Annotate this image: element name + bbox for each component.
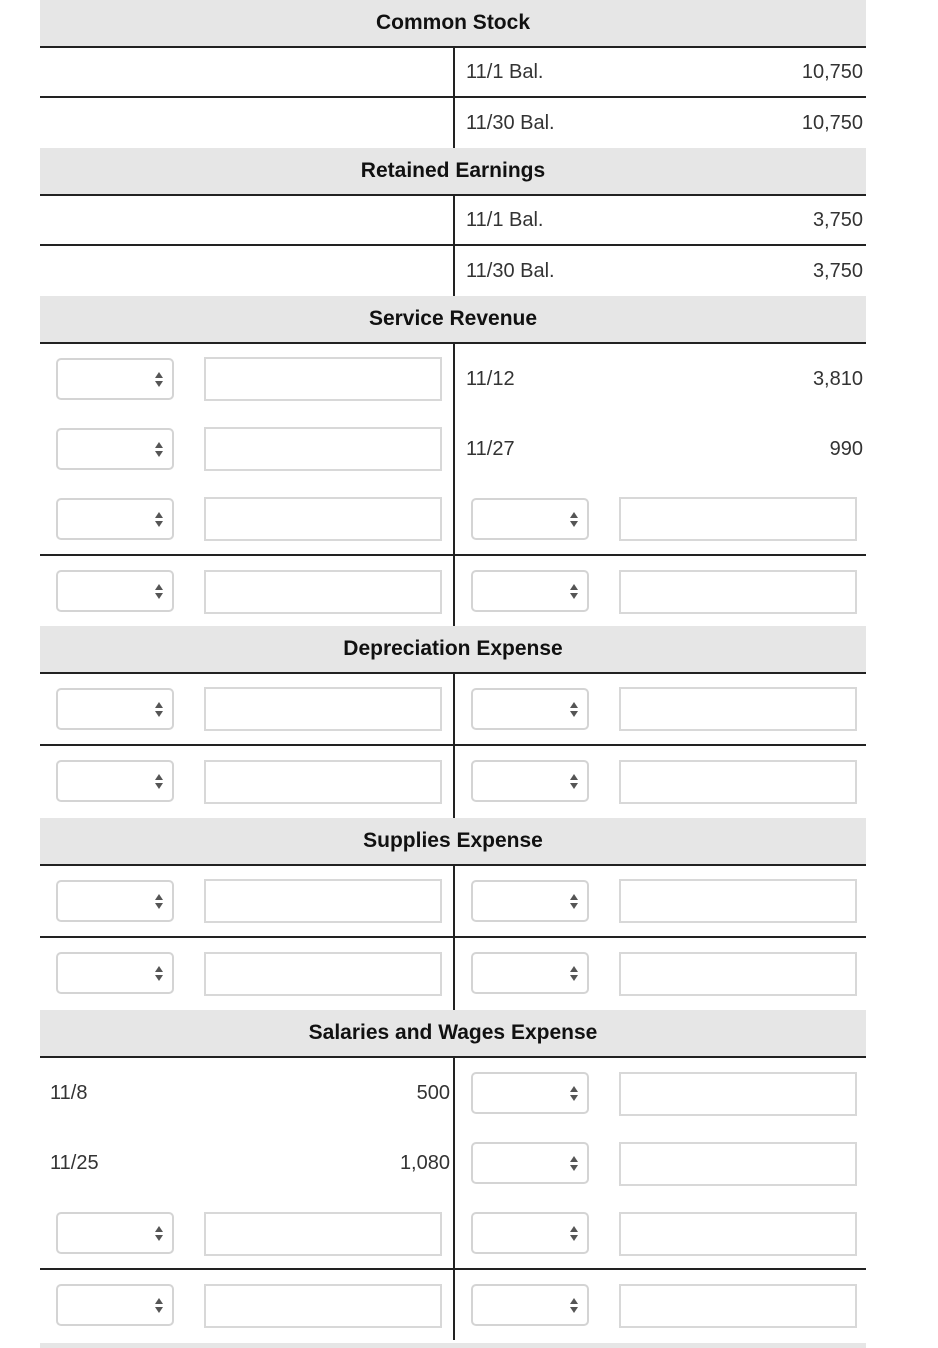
select-arrows-icon xyxy=(154,510,164,528)
debit-cell xyxy=(40,344,453,414)
common-stock-row-1 xyxy=(40,48,866,98)
debit-date-select[interactable] xyxy=(56,1212,174,1254)
credit-cell xyxy=(453,246,866,296)
debit-cell xyxy=(40,48,453,96)
credit-date-select[interactable] xyxy=(471,688,589,730)
debit-cell xyxy=(40,484,453,554)
credit-date-select[interactable] xyxy=(471,1142,589,1184)
debit-total-input[interactable] xyxy=(204,760,442,804)
debit-cell xyxy=(40,866,453,936)
debit-amount: 500 xyxy=(416,1081,450,1104)
credit-cell xyxy=(453,1270,866,1340)
credit-total-input[interactable] xyxy=(619,760,857,804)
select-arrows-icon xyxy=(154,892,164,910)
select-arrows-icon xyxy=(569,964,579,982)
credit-amount-input[interactable] xyxy=(619,879,857,923)
select-arrows-icon xyxy=(154,964,164,982)
credit-cell xyxy=(453,674,866,744)
debit-total-input[interactable] xyxy=(204,1284,442,1328)
select-arrows-icon xyxy=(569,700,579,718)
salaries-row-3 xyxy=(40,1198,866,1270)
account-header-retained-earnings: Retained Earnings xyxy=(40,148,866,196)
select-arrows-icon xyxy=(569,582,579,600)
credit-total-select[interactable] xyxy=(471,952,589,994)
credit-cell xyxy=(453,196,866,244)
debit-amount-input[interactable] xyxy=(204,879,442,923)
credit-total-input[interactable] xyxy=(619,570,857,614)
debit-cell xyxy=(40,414,453,484)
account-header-common-stock: Common Stock xyxy=(40,0,866,48)
credit-cell xyxy=(453,1058,866,1128)
debit-amount-input[interactable] xyxy=(204,427,442,471)
supplies-row-1 xyxy=(40,866,866,938)
credit-cell xyxy=(453,48,866,96)
supplies-total-row xyxy=(40,938,866,1010)
debit-cell xyxy=(40,246,453,296)
select-arrows-icon xyxy=(154,1224,164,1242)
debit-date-select[interactable] xyxy=(56,428,174,470)
depreciation-total-row xyxy=(40,746,866,818)
select-arrows-icon xyxy=(569,1154,579,1172)
debit-cell xyxy=(40,1198,453,1268)
account-header-supplies-expense: Supplies Expense xyxy=(40,818,866,866)
debit-amount: 1,080 xyxy=(399,1151,450,1174)
credit-amount-input[interactable] xyxy=(619,1212,857,1256)
credit-amount: 10,750 xyxy=(801,60,863,83)
debit-total-input[interactable] xyxy=(204,952,442,996)
credit-date-select[interactable] xyxy=(471,880,589,922)
debit-cell xyxy=(40,938,453,1010)
debit-cell xyxy=(40,1128,453,1198)
credit-date: 11/1 Bal. xyxy=(466,60,544,83)
debit-total-select[interactable] xyxy=(56,952,174,994)
debit-cell xyxy=(40,1058,453,1128)
credit-amount-input[interactable] xyxy=(619,687,857,731)
credit-date-select[interactable] xyxy=(471,498,589,540)
debit-total-input[interactable] xyxy=(204,570,442,614)
salaries-row-1 xyxy=(40,1058,866,1128)
credit-cell xyxy=(453,746,866,818)
debit-date: 11/8 xyxy=(50,1081,88,1104)
account-header-service-revenue: Service Revenue xyxy=(40,296,866,344)
debit-amount-input[interactable] xyxy=(204,497,442,541)
select-arrows-icon xyxy=(154,440,164,458)
credit-total-select[interactable] xyxy=(471,760,589,802)
select-arrows-icon xyxy=(154,700,164,718)
account-header-depreciation-expense: Depreciation Expense xyxy=(40,626,866,674)
credit-date: 11/1 Bal. xyxy=(466,208,544,231)
credit-amount: 3,810 xyxy=(812,367,863,390)
select-arrows-icon xyxy=(569,892,579,910)
retained-earnings-row-1 xyxy=(40,196,866,246)
credit-amount: 990 xyxy=(829,437,863,460)
depreciation-row-1 xyxy=(40,674,866,746)
salaries-total-row xyxy=(40,1270,866,1340)
service-revenue-row-3 xyxy=(40,484,866,556)
account-header-salaries-wages-expense: Salaries and Wages Expense xyxy=(40,1010,866,1058)
credit-cell xyxy=(453,98,866,148)
select-arrows-icon xyxy=(154,1296,164,1314)
select-arrows-icon xyxy=(569,1084,579,1102)
debit-cell xyxy=(40,674,453,744)
credit-cell xyxy=(453,344,866,414)
credit-cell xyxy=(453,866,866,936)
common-stock-row-2 xyxy=(40,98,866,148)
credit-cell xyxy=(453,556,866,626)
debit-amount-input[interactable] xyxy=(204,357,442,401)
credit-amount: 10,750 xyxy=(801,111,863,134)
credit-amount-input[interactable] xyxy=(619,497,857,541)
credit-date: 11/30 Bal. xyxy=(466,259,555,282)
next-account-header-edge xyxy=(40,1343,866,1348)
select-arrows-icon xyxy=(569,1224,579,1242)
credit-amount: 3,750 xyxy=(812,259,863,282)
credit-total-select[interactable] xyxy=(471,1284,589,1326)
debit-date-select[interactable] xyxy=(56,880,174,922)
salaries-row-2 xyxy=(40,1128,866,1198)
service-revenue-row-1 xyxy=(40,344,866,414)
debit-total-select[interactable] xyxy=(56,760,174,802)
debit-date-select[interactable] xyxy=(56,498,174,540)
debit-amount-input[interactable] xyxy=(204,687,442,731)
t-accounts-panel xyxy=(40,0,866,1340)
debit-cell xyxy=(40,556,453,626)
debit-amount-input[interactable] xyxy=(204,1212,442,1256)
credit-date-select[interactable] xyxy=(471,1072,589,1114)
select-arrows-icon xyxy=(154,582,164,600)
credit-total-input[interactable] xyxy=(619,1284,857,1328)
debit-date: 11/25 xyxy=(50,1151,99,1174)
select-arrows-icon xyxy=(569,510,579,528)
credit-total-input[interactable] xyxy=(619,952,857,996)
service-revenue-total-row xyxy=(40,556,866,626)
debit-date-select[interactable] xyxy=(56,688,174,730)
select-arrows-icon xyxy=(154,370,164,388)
debit-cell xyxy=(40,196,453,244)
credit-cell xyxy=(453,414,866,484)
debit-total-select[interactable] xyxy=(56,570,174,612)
credit-cell xyxy=(453,1128,866,1198)
credit-date: 11/27 xyxy=(466,437,515,460)
credit-date: 11/30 Bal. xyxy=(466,111,555,134)
select-arrows-icon xyxy=(569,772,579,790)
debit-total-select[interactable] xyxy=(56,1284,174,1326)
select-arrows-icon xyxy=(154,772,164,790)
credit-total-select[interactable] xyxy=(471,570,589,612)
debit-cell xyxy=(40,98,453,148)
debit-date-select[interactable] xyxy=(56,358,174,400)
service-revenue-row-2 xyxy=(40,414,866,484)
credit-date: 11/12 xyxy=(466,367,515,390)
credit-amount-input[interactable] xyxy=(619,1142,857,1186)
credit-cell xyxy=(453,484,866,554)
select-arrows-icon xyxy=(569,1296,579,1314)
credit-amount-input[interactable] xyxy=(619,1072,857,1116)
credit-cell xyxy=(453,1198,866,1268)
credit-cell xyxy=(453,938,866,1010)
debit-cell xyxy=(40,746,453,818)
credit-date-select[interactable] xyxy=(471,1212,589,1254)
debit-cell xyxy=(40,1270,453,1340)
retained-earnings-row-2 xyxy=(40,246,866,296)
credit-amount: 3,750 xyxy=(812,208,863,231)
